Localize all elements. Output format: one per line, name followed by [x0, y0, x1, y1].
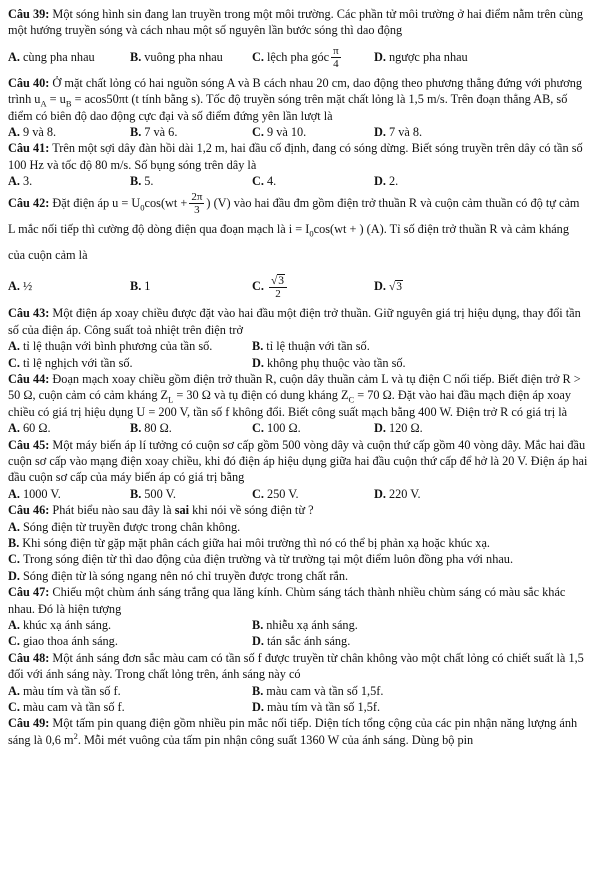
option-d[interactable]: D. 220 V.	[374, 486, 421, 501]
option-a[interactable]: A. cùng pha nhau	[8, 49, 95, 64]
option-a[interactable]: A. tỉ lệ thuận với bình phương của tần số.	[8, 339, 213, 354]
question-45-stem: Câu 45: Một máy biến áp lí tưởng có cuộn sơ cấp gồm 500 vòng dây và cuộn thứ cấp gồm 40 vòng dây. Mắc hai đầu cuộn sơ cấp vào mạng điện xoay chiều, khi đó điện áp hiệu dụng giữa hai đầu cuộn thứ cấp để hở là 20 V. Điện áp hai đầu cuộn sơ cấp của máy biến áp có giá trị bằng	[8, 437, 588, 485]
question-40	[8, 75, 588, 141]
option-b[interactable]: B. tỉ lệ thuận với tần số.	[252, 339, 370, 354]
question-number: Câu 48:	[8, 650, 50, 665]
option-c[interactable]: C. 100 Ω.	[252, 421, 301, 436]
option-d[interactable]: D. √3	[374, 279, 403, 294]
question-number: Câu 41:	[8, 141, 50, 156]
question-number: Câu 39:	[8, 7, 50, 21]
option-b[interactable]: B. màu cam và tần số 1,5f.	[252, 683, 384, 698]
option-c[interactable]: C. màu cam và tần số f.	[8, 700, 125, 715]
question-49	[8, 715, 588, 748]
question-40-options	[8, 124, 588, 140]
question-number: Câu 40:	[8, 75, 50, 90]
question-44-stem: Câu 44: Đoạn mạch xoay chiều gồm điện trở thuần R, cuộn dây thuần cảm L và tụ điện C nối tiếp. Biết điện trở R > 50 Ω, cuộn cảm có cảm kháng $Z_L = 30$ Ω và tụ điện có dung kháng $Z_C = 70$ Ω. Đặt vào hai đầu mạch điện áp xoay chiều có giá trị hiệu dụng U = 200 V, tần số f không đổi. Biết công suất mạch bằng 400 W. Điện trở R có giá trị là	[8, 371, 581, 419]
option-a[interactable]: A. Sóng điện từ truyền được trong chân không.	[8, 519, 241, 534]
option-b[interactable]: B. 80 Ω.	[130, 421, 172, 436]
option-d[interactable]: D. 120 Ω.	[374, 421, 423, 436]
option-d[interactable]: D. màu tím và tần số 1,5f.	[252, 700, 381, 715]
option-b[interactable]: B. vuông pha nhau	[130, 49, 223, 64]
option-c[interactable]: C. 9 và 10.	[252, 125, 307, 140]
option-d[interactable]: D. tán sắc ánh sáng.	[252, 634, 351, 649]
option-b[interactable]: B. 5.	[130, 174, 154, 189]
question-number: Câu 46:	[8, 503, 50, 518]
option-d[interactable]: D. ngược pha nhau	[374, 49, 468, 64]
option-a[interactable]: A. 9 và 8.	[8, 125, 57, 140]
question-42	[8, 190, 588, 306]
question-41-stem: Câu 41: Trên một sợi dây đàn hồi dài 1,2 m, hai đầu cố định, đang có sóng dừng. Biết sóng truyền trên dây có tần số 100 Hz và tốc độ 80 m/s. Số bụng sóng trên dây là	[8, 141, 583, 172]
question-42-options	[8, 268, 588, 305]
question-42-stem: Câu 42: Đặt điện áp $u = U_0\cos(wt$ + $\frac{2\pi}{3}$ ) (V) vào hai đầu đm gồm điện trở thuần R và cuộn cảm thuần có độ tự cảm L mắc nối tiếp thì cường độ dòng điện qua đoạn mạch là $i = I_0\cos(wt$ + ) (A). Tỉ số điện trở thuần R và cảm kháng của cuộn cảm là	[8, 191, 580, 263]
question-48-options	[8, 683, 588, 716]
fraction: $\frac{2\pi}{3}$	[191, 191, 203, 217]
option-a[interactable]: A. 60 Ω.	[8, 421, 51, 436]
question-41	[8, 140, 588, 189]
question-number: Câu 42:	[8, 195, 50, 210]
question-44	[8, 371, 588, 437]
option-c[interactable]: C. tỉ lệ nghịch với tần số.	[8, 355, 133, 370]
option-a[interactable]: A. màu tím và tần số f.	[8, 683, 121, 698]
question-44-options	[8, 420, 588, 436]
question-number: Câu 43:	[8, 306, 50, 321]
question-47-options	[8, 617, 588, 650]
option-b[interactable]: B. Khi sóng điện từ gặp mặt phân cách giữa hai môi trường thì nó có thể bị phản xạ hoặc khúc xạ.	[8, 536, 490, 551]
option-c[interactable]: C. giao thoa ánh sáng.	[8, 634, 118, 649]
option-a[interactable]: A. 1000 V.	[8, 486, 61, 501]
question-43-stem: Câu 43: Một điện áp xoay chiều được đặt vào hai đầu một điện trở thuần. Giữ nguyên giá trị hiệu dụng, thay đổi tần số của điện áp. Công suất toả nhiệt trên điện trở	[8, 306, 581, 337]
question-47	[8, 584, 588, 650]
question-40-stem: Câu 40: Ở mặt chất lỏng có hai nguồn sóng A và B cách nhau 20 cm, dao động theo phương thẳng đứng với phương trình $u_A = u_B = acos50\pi t$ (t tính bằng s). Tốc độ truyền sóng trên mặt chất lỏng là 1,5 m/s. Trên đoạn thẳng AB, số điểm có biên độ dao động cực đại và số điểm đứng yên lần lượt là	[8, 75, 583, 123]
question-number: Câu 47:	[8, 585, 50, 600]
option-b[interactable]: B. 500 V.	[130, 486, 176, 501]
option-c[interactable]: C. 4.	[252, 174, 277, 189]
sqrt-symbol: √3	[388, 281, 403, 294]
question-number: Câu 44:	[8, 371, 50, 386]
question-39	[8, 6, 588, 72]
question-46-options	[8, 519, 588, 585]
question-49-stem: Câu 49: Một tấm pin quang điện gồm nhiều pin mắc nối tiếp. Diện tích tổng cộng của các pin nhận năng lượng ánh sáng là 0,6 $m^2$. Mỗi mét vuông của tấm pin nhận công suất 1360 W của ánh sáng. Dùng bộ pin	[8, 716, 578, 747]
question-45-options	[8, 486, 588, 502]
question-43-options	[8, 338, 588, 371]
question-number: Câu 49:	[8, 716, 50, 731]
option-c[interactable]: C. $\frac{√3}{2}$	[252, 268, 374, 305]
sqrt-symbol: √3	[270, 275, 285, 287]
question-47-stem: Câu 47: Chiếu một chùm ánh sáng trắng qua lăng kính. Chùm sáng tách thành nhiều chùm sáng có màu sắc khác nhau. Đó là hiện tượng	[8, 585, 566, 616]
question-48	[8, 650, 588, 716]
question-39-stem	[8, 6, 588, 39]
option-b[interactable]: B. 7 và 6.	[130, 125, 178, 140]
option-d[interactable]: D. không phụ thuộc vào tần số.	[252, 355, 406, 370]
question-45	[8, 437, 588, 503]
option-b[interactable]: B. nhiễu xạ ánh sáng.	[252, 618, 358, 633]
fraction: $\frac{\pi}{4}$	[333, 45, 339, 71]
option-c[interactable]: C. lệch pha góc $\frac{\pi}{4}$	[252, 45, 339, 71]
question-text: Một sóng hình sin đang lan truyền trong một môi trường. Các phần tử môi trường ở hai điểm nằm trên cùng một hướng truyền sóng và cách nhau một số nguyên lần bước sóng thì dao động	[8, 7, 584, 38]
option-c[interactable]: C. 250 V.	[252, 486, 299, 501]
option-a[interactable]: A. 3.	[8, 174, 33, 189]
question-48-stem: Câu 48: Một ánh sáng đơn sắc màu cam có tần số f được truyền từ chân không vào một chất lỏng có chiết suất là 1,5 đối với ánh sáng này. Trong chất lỏng trên, ánh sáng này có	[8, 650, 584, 682]
question-41-options	[8, 173, 588, 189]
option-a[interactable]: A. khúc xạ ánh sáng.	[8, 618, 112, 633]
question-46-stem: Câu 46: Phát biểu nào sau đây là sai khi nói về sóng điện từ ?	[8, 503, 314, 518]
question-43	[8, 305, 588, 371]
fraction: $\frac{√3}{2}$	[269, 275, 287, 300]
option-d[interactable]: D. Sóng điện từ là sóng ngang nên nó chỉ truyền được trong chất rắn.	[8, 568, 349, 583]
question-39-options	[8, 42, 588, 72]
option-d[interactable]: D. 2.	[374, 174, 399, 189]
question-number: Câu 45:	[8, 437, 50, 452]
option-c[interactable]: C. Trong sóng điện từ thì dao động của điện trường và từ trường tại một điểm luôn đồng pha với nhau.	[8, 552, 514, 567]
option-b[interactable]: B. 1	[130, 279, 151, 294]
option-a[interactable]: A. ½	[8, 279, 33, 294]
option-d[interactable]: D. 7 và 8.	[374, 125, 423, 140]
question-46	[8, 502, 588, 584]
